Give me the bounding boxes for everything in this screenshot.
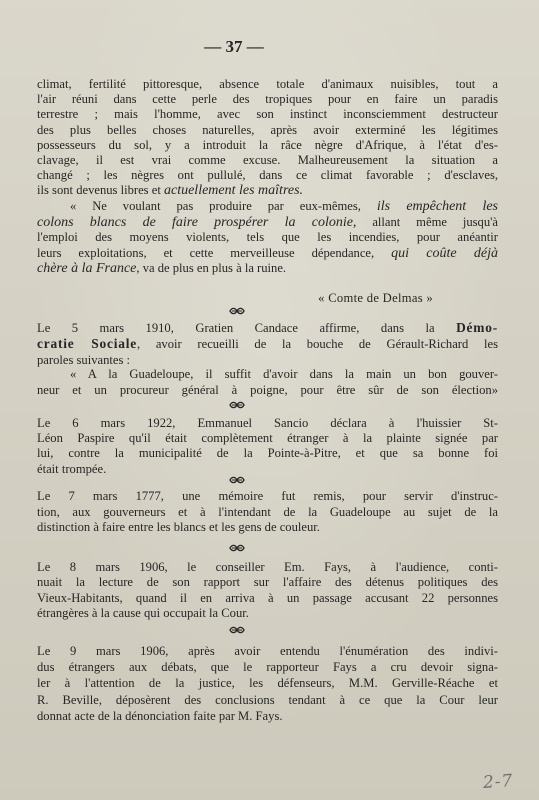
text-line [37, 199, 498, 215]
quote-gerault-richard [37, 367, 498, 398]
text-run: , va de plus en plus à la ruine. [136, 261, 287, 275]
text-line: distinction à faire entre les blancs et les gens de couleur. [37, 520, 320, 534]
italic-emphasis: colons blancs de faire prospérer la colonie, [37, 214, 357, 230]
text-line: paroles suivantes : [37, 353, 131, 367]
text-run: leurs exploitations, et cette merveilleuse dépendance, [37, 245, 392, 260]
text-line: clavage, il est vrai comme excuse. Malheureusement la situation a [37, 153, 498, 168]
text-line: tion, aux gouverneurs et à l'intendant de la Guadeloupe au sujet de la [37, 504, 498, 519]
text-line [37, 183, 498, 198]
text-line [37, 336, 498, 352]
text-line: donnat acte de la dénonciation faite par M. Fays. [37, 708, 283, 723]
text-run: , avoir recueilli de la bouche de Gérault-Richard les [136, 337, 498, 351]
text-line: nuait la lecture de son rapport sur l'affaire des détenus politiques des [37, 575, 498, 590]
text-run: allant même jusqu'à [356, 214, 498, 229]
text-line: Léon Paspire qu'il était complètement étranger à la plainte signée par [37, 431, 498, 446]
text-line: Le 6 mars 1922, Emmanuel Sancio déclara à l'huissier St- [37, 416, 498, 430]
entry-9-mars-1906 [37, 643, 498, 724]
text-line: R. Beville, déposèrent des conclusions tendant à ce que la Cour leur [37, 692, 498, 707]
text-line: neur et un procureur général à poigne, pour être sûr de son élection» [37, 382, 498, 397]
text-run: Le 5 mars 1910, Gratien Candace affirme, dans la [37, 321, 457, 335]
text-line: Le 9 mars 1906, après avoir entendu l'énumération des indivi- [37, 644, 498, 658]
fleuron-icon [229, 626, 245, 634]
text-line: climat, fertilité pittoresque, absence totale d'animaux nuisibles, tout a [37, 77, 498, 91]
text-line: l'emploi des moyens violents, tels que les incendies, pour anéantir [37, 230, 498, 244]
text-line: « A la Guadeloupe, il suffit d'avoir dans la main un bon gouver- [70, 367, 498, 381]
bold-title: cratie Sociale [37, 336, 137, 351]
entry-7-mars-1777 [37, 489, 498, 536]
text-line: Le 8 mars 1906, le conseiller Em. Fays, à l'audience, conti- [37, 560, 498, 574]
entry-5-mars-1910 [37, 320, 498, 368]
text-line: l'air réuni dans cette perle des tropiques pour en faire un paradis [37, 92, 498, 107]
page-number: — 37 — [204, 37, 264, 56]
entry-8-mars-1906 [37, 560, 498, 622]
handwritten-annotation: 2-7 [482, 770, 515, 794]
text-line: dus étrangers aux débats, que le rapporteur Fays a cru devoir signa- [37, 660, 498, 675]
text-line: terrestre ; mais l'homme, avec son instinct inconsciemment destructeur [37, 107, 498, 122]
text-line: ler à l'attention de la justice, les défenseurs, M.M. Gerville-Réache et [37, 676, 498, 691]
italic-emphasis: actuellement les maîtres. [163, 183, 304, 199]
text-line: changé ; les nègres ont pullulé, dans ce climat favorable ; d'esclaves, [37, 168, 498, 183]
bold-title: Démo- [456, 320, 498, 335]
text-line: lui, contre la municipalité de la Pointe-à-Pitre, et que sa bonne foi [37, 446, 498, 461]
text-run: ils sont devenus libres et [37, 183, 164, 198]
text-line: Le 7 mars 1777, une mémoire fut remis, pour servir d'instruc- [37, 489, 498, 503]
fleuron-icon [229, 476, 245, 484]
text-run: « Ne voulant pas produire par eux-mêmes, [70, 199, 377, 213]
text-line: possesseurs du sol, y a introduit la râce nègre d'Afrique, à l'état d'es- [37, 137, 498, 152]
text-line [37, 246, 498, 262]
paragraph-continuation [37, 77, 498, 199]
italic-emphasis: ils empêchent les [376, 199, 498, 214]
italic-emphasis: qui coûte déjà [391, 245, 499, 261]
text-line: étrangères à la cause qui occupait la Cour. [37, 606, 249, 621]
italic-emphasis: chère à la France [37, 261, 137, 276]
fleuron-icon [229, 401, 245, 409]
text-line: était trompée. [37, 461, 107, 476]
text-line [37, 215, 498, 231]
text-line: des plus belles choses naturelles, après avoir exterminé les légitimes [37, 122, 498, 137]
fleuron-icon [229, 307, 245, 315]
entry-6-mars-1922 [37, 416, 498, 477]
text-line: Vieux-Habitants, quand il en arriva à un passage accusant 22 personnes [37, 590, 498, 605]
fleuron-icon [229, 544, 245, 552]
quote-delmas [37, 199, 498, 277]
quote-attribution: « Comte de Delmas » [318, 291, 433, 305]
text-line [37, 320, 498, 336]
text-line [37, 261, 498, 277]
